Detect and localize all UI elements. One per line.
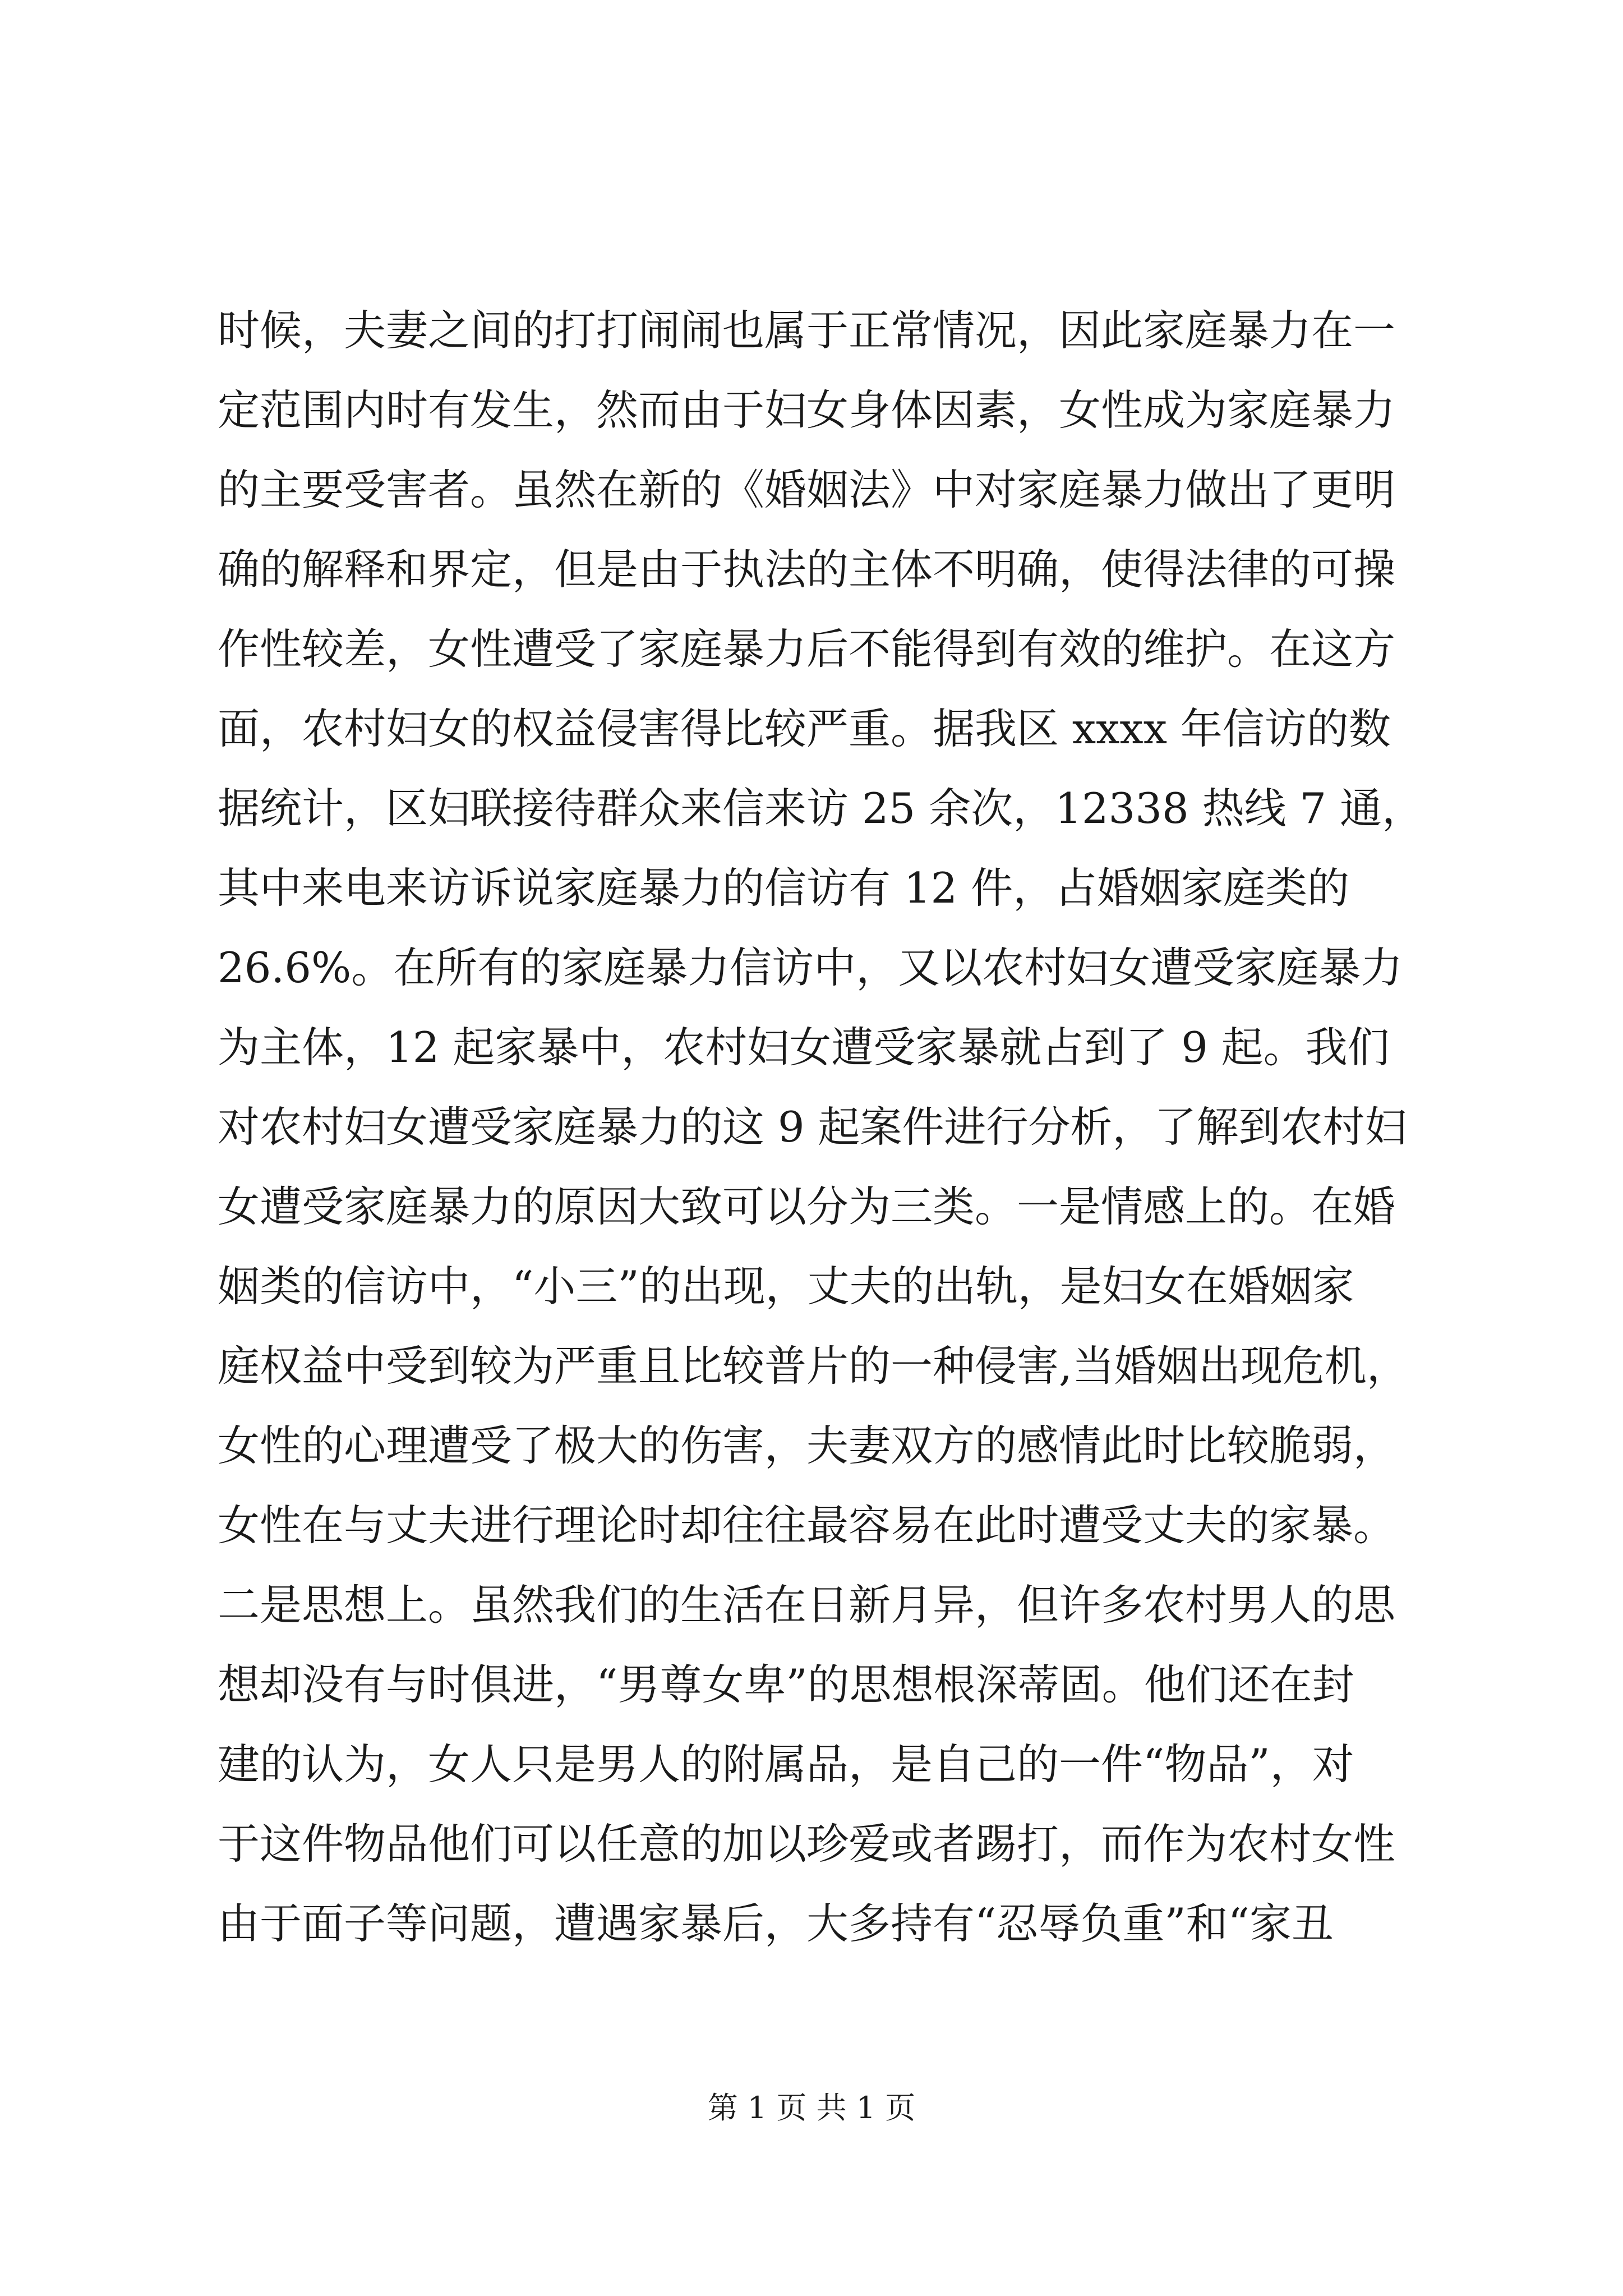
- text-line: 女遭受家庭暴力的原因大致可以分为三类。一是情感上的。在婚: [218, 1182, 1396, 1231]
- text-line: 确的解释和界定，但是由于执法的主体不明确，使得法律的可操: [218, 545, 1396, 594]
- text-line: 其中来电来访诉说家庭暴力的信访有 12 件，占婚姻家庭类的: [218, 863, 1350, 913]
- text-line: 的主要受害者。虽然在新的《婚姻法》中对家庭暴力做出了更明: [218, 465, 1396, 514]
- text-line: 想却没有与时俱进，“男尊女卑”的思想根深蒂固。他们还在封: [218, 1660, 1354, 1709]
- text-line: 26.6%。在所有的家庭暴力信访中，又以农村妇女遭受家庭暴力: [218, 943, 1403, 992]
- text-line: 姻类的信访中，“小三”的出现，丈夫的出轨，是妇女在婚姻家: [218, 1262, 1354, 1311]
- text-line: 为主体，12 起家暴中，农村妇女遭受家暴就占到了 9 起。我们: [218, 1023, 1390, 1072]
- text-line: 面，农村妇女的权益侵害得比较严重。据我区 xxxx 年信访的数: [218, 704, 1391, 753]
- text-line: 时候，夫妻之间的打打闹闹也属于正常情况，因此家庭暴力在一: [218, 306, 1396, 355]
- text-line: 据统计，区妇联接待群众来信来访 25 余次，12338 热线 7 通，: [218, 784, 1424, 833]
- text-line: 二是思想上。虽然我们的生活在日新月异，但许多农村男人的思: [218, 1580, 1396, 1630]
- text-line: 作性较差，女性遭受了家庭暴力后不能得到有效的维护。在这方: [218, 624, 1396, 674]
- text-line: 庭权益中受到较为严重且比较普片的一种侵害,当婚姻出现危机，: [218, 1341, 1409, 1391]
- text-line: 定范围内时有发生，然而由于妇女身体因素，女性成为家庭暴力: [218, 385, 1396, 435]
- text-line: 建的认为，女人只是男人的附属品，是自己的一件“物品”，对: [218, 1740, 1354, 1789]
- text-line: 于这件物品他们可以任意的加以珍爱或者踢打，而作为农村女性: [218, 1819, 1396, 1869]
- text-line: 女性的心理遭受了极大的伤害，夫妻双方的感情此时比较脆弱，: [218, 1421, 1396, 1470]
- text-line: 对农村妇女遭受家庭暴力的这 9 起案件进行分析，了解到农村妇: [218, 1102, 1407, 1152]
- text-line: 由于面子等问题，遭遇家暴后，大多持有“忍辱负重”和“家丑: [218, 1899, 1334, 1948]
- body-text: [218, 291, 1423, 1963]
- page-footer: 第 1 页 共 1 页: [707, 2090, 916, 2125]
- text-line: 女性在与丈夫进行理论时却往往最容易在此时遭受丈夫的家暴。: [218, 1501, 1396, 1550]
